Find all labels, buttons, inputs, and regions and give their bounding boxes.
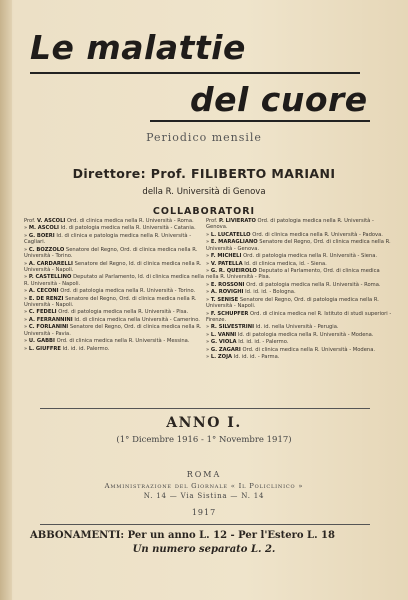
collaborator-prefix: Prof. xyxy=(24,218,36,224)
collaborator-name: F. MICHELI xyxy=(210,253,242,260)
collaborator-title: Id. id. id. Palermo. xyxy=(62,345,110,352)
collaborator-title: Id. di clinica e patologia medica nella R. Università - Cagliari. xyxy=(24,232,192,246)
collaborator-title: Senatore del Regno, Ord. di clinica medica nella R. Università - Torino. xyxy=(24,246,198,260)
collaborator-entry xyxy=(206,339,392,345)
divider-upper xyxy=(40,408,370,409)
collaborator-title: Ord. di patologia medica nella R. Università - Roma. xyxy=(246,281,381,288)
collaborator-entry xyxy=(206,239,392,252)
collaborator-title: Id. di patologia medica nella R. Università - Modena. xyxy=(237,331,374,338)
director-line: Direttore: Prof. FILIBERTO MARIANI xyxy=(72,166,336,181)
collaborator-prefix: » xyxy=(24,338,28,345)
collaborator-name: L. GIUFFRE xyxy=(28,345,61,352)
collaborator-entry xyxy=(206,311,392,324)
collaborator-name: U. GABBI xyxy=(28,338,55,345)
collaborator-title: Ord. di clinica medica nella R. Università - Modena. xyxy=(242,346,376,353)
collaborator-name: L. VANNI xyxy=(210,331,237,338)
collaborator-title: Ord. di clinica medica nella R. Università - Padova. xyxy=(252,231,383,238)
collaborator-prefix: » xyxy=(206,339,210,346)
collaborator-name: F. SCHUPFER xyxy=(210,310,249,317)
publication-city: ROMA xyxy=(186,470,222,479)
collaborator-title: Ord. di clinica medica nella R. Università - Roma. xyxy=(66,218,194,224)
collaborator-name: G. BOERI xyxy=(28,232,55,239)
volume-number: ANNO I. xyxy=(166,415,242,431)
collaborator-entry xyxy=(206,347,392,353)
collaborator-name: G. ZAGARI xyxy=(210,346,241,353)
collaborator-title: Ord. di clinica medica nella R. Università - Messina. xyxy=(56,338,190,345)
collaborator-prefix: » xyxy=(24,316,28,323)
collaborator-title: Id. id. id. - Bologna. xyxy=(245,289,296,296)
collaborator-title: Senatore del Regno, Ord. di patologia medica nella R. Università - Napoli. xyxy=(206,296,379,310)
collaborator-title: Deputato al Parlamento, Ord. di clinica medica nella R. Università - Pisa. xyxy=(206,268,380,281)
collaborator-prefix: » xyxy=(206,296,210,303)
collaborator-name: A. ROVIGHI xyxy=(210,289,244,296)
collaborator-prefix: » xyxy=(206,310,210,317)
collaborator-title: Id. id. nella Università - Perugia. xyxy=(255,324,339,331)
collaborator-entry xyxy=(206,218,392,231)
collaborator-prefix: » xyxy=(24,274,28,281)
collaborator-title: Deputato al Parlamento, Id. di clinica medica nella R. Università - Napoli. xyxy=(24,274,204,287)
collaborator-name: E. MARAGLIANO xyxy=(210,239,258,246)
collaborator-entry xyxy=(206,324,392,330)
collaborator-entry xyxy=(24,296,210,309)
collaborator-entry xyxy=(24,274,210,287)
collaborator-prefix: » xyxy=(24,225,28,232)
collaborator-title: Ord. di patologia medica nella R. Università - Genova. xyxy=(206,218,374,231)
collaborator-prefix: » xyxy=(206,253,210,260)
collaborator-entry xyxy=(206,282,392,288)
administration-line: Amministrazione del Giornale « Il Policlinico » xyxy=(104,482,304,490)
collaborator-name: T. SENISE xyxy=(210,296,239,303)
collaborator-name: G. VIOLA xyxy=(210,339,237,346)
collaborator-name: V. PATELLA xyxy=(210,260,243,267)
collaborator-prefix: » xyxy=(24,288,28,295)
collaborator-title: Senatore del Regno, Ord. di clinica medica nella R. Università - Napoli. xyxy=(24,295,197,308)
collaborator-prefix: » xyxy=(24,309,28,316)
collaborator-prefix: » xyxy=(206,231,210,238)
collaborator-entry xyxy=(24,225,210,231)
collaborator-entry xyxy=(206,253,392,259)
collaborator-prefix: » xyxy=(24,232,28,239)
collaborator-entry xyxy=(24,309,210,315)
collaborator-prefix: » xyxy=(24,295,28,302)
collaborator-entry xyxy=(206,332,392,338)
title-line-2: del cuore xyxy=(190,80,368,119)
collaborator-name: A. CECONI xyxy=(28,288,59,295)
collaborator-entry xyxy=(206,232,392,238)
collaborator-prefix: » xyxy=(206,346,210,353)
collaborator-prefix: » xyxy=(24,324,28,331)
collaborator-name: G. R. QUEIROLO xyxy=(210,268,257,275)
collaborator-title: Ord. di clinica medica nel R. Istituto di studi superiori - Firenze. xyxy=(206,310,392,323)
collaborator-entry xyxy=(24,338,210,344)
subtitle: Periodico mensile xyxy=(146,131,262,144)
collaborator-title: Senatore del Regno, Ord. di clinica medica nella R. Università - Genova. xyxy=(206,239,391,252)
collaborator-prefix: » xyxy=(206,289,210,296)
collaborator-name: C. FORLANINI xyxy=(28,324,69,331)
collaborator-name: M. ASCOLI xyxy=(28,225,59,232)
collaborator-name: P. CASTELLINO xyxy=(28,274,72,281)
subscription-prices: ABBONAMENTI: Per un anno L. 12 - Per l'Estero L. 18 xyxy=(30,530,335,541)
collaborator-title: Senatore del Regno, Id. di clinica medica nella R. Università - Napoli. xyxy=(24,260,202,273)
collaborator-title: Id. di clinica medica, id. - Siena. xyxy=(244,260,327,267)
collaborator-name: E. ROSSONI xyxy=(210,281,245,288)
collaborator-entry xyxy=(24,218,210,224)
collaborators-right-column xyxy=(206,218,392,362)
collaborators-heading: COLLABORATORI xyxy=(152,206,256,217)
university-line: della R. Università di Genova xyxy=(142,187,266,197)
collaborator-prefix: » xyxy=(24,345,28,352)
single-issue-price: Un numero separato L. 2. xyxy=(132,544,276,555)
collaborator-name: V. ASCOLI xyxy=(36,218,66,224)
divider-lower xyxy=(40,524,370,525)
collaborator-title: Ord. di patologia medica nella R. Università - Siena. xyxy=(243,253,378,260)
collaborators-left-column xyxy=(24,218,210,353)
collaborator-entry xyxy=(24,233,210,246)
collaborator-title: Id. id. id. - Palermo. xyxy=(238,339,289,346)
collaborator-prefix: » xyxy=(24,246,28,253)
collaborator-prefix: » xyxy=(206,324,210,331)
collaborator-name: C. FEDELI xyxy=(28,309,57,316)
title-underline-2 xyxy=(150,120,370,122)
collaborator-name: A. FERRANNINI xyxy=(28,316,73,323)
collaborator-prefix: Prof. xyxy=(206,218,218,224)
collaborator-entry xyxy=(206,268,392,281)
collaborator-entry xyxy=(24,346,210,352)
collaborator-entry xyxy=(206,261,392,267)
collaborator-prefix: » xyxy=(24,260,28,267)
collaborator-prefix: » xyxy=(206,331,210,338)
collaborator-prefix: » xyxy=(206,239,210,246)
collaborator-prefix: » xyxy=(206,260,210,267)
collaborator-name: E. DE RENZI xyxy=(28,295,64,302)
collaborator-name: L. ZOJA xyxy=(210,354,233,361)
collaborator-title: Senatore del Regno, Ord. di clinica medica nella R. Università - Pavia. xyxy=(24,324,202,337)
publication-year: 1917 xyxy=(191,508,217,517)
collaborator-prefix: » xyxy=(206,268,210,275)
collaborator-entry xyxy=(24,324,210,337)
collaborator-title: Id. id. id. - Parma. xyxy=(233,354,280,361)
collaborator-entry xyxy=(24,317,210,323)
collaborator-entry xyxy=(206,354,392,360)
collaborator-title: Id. di clinica medica nella Università - Camerino. xyxy=(74,316,200,323)
collaborator-name: C. BOZZOLO xyxy=(28,246,65,253)
collaborator-name: A. CARDARELLI xyxy=(28,260,73,267)
collaborator-entry xyxy=(24,288,210,294)
collaborator-entry xyxy=(24,261,210,274)
collaborator-entry xyxy=(24,247,210,260)
title-line-1: Le malattie xyxy=(30,28,246,67)
collaborator-title: Ord. di patologia medica nella R. Università - Torino. xyxy=(60,288,196,295)
address-line: N. 14 — Via Sistina — N. 14 xyxy=(143,492,265,500)
collaborator-name: R. SILVESTRINI xyxy=(210,324,254,331)
publication-period: (1° Dicembre 1916 - 1° Novembre 1917) xyxy=(116,435,292,445)
collaborator-entry xyxy=(206,297,392,310)
collaborator-entry xyxy=(206,289,392,295)
collaborator-prefix: » xyxy=(206,281,210,288)
collaborator-name: L. LUCATELLO xyxy=(210,231,251,238)
collaborator-prefix: » xyxy=(206,354,210,361)
collaborator-title: Id. di patologia medica nella R. Università - Catania. xyxy=(60,225,196,232)
title-underline-1 xyxy=(30,72,360,74)
collaborator-name: P. LIVIERATO xyxy=(218,218,256,224)
collaborator-title: Ord. di patologia medica nella R. Università - Pisa. xyxy=(58,309,189,316)
